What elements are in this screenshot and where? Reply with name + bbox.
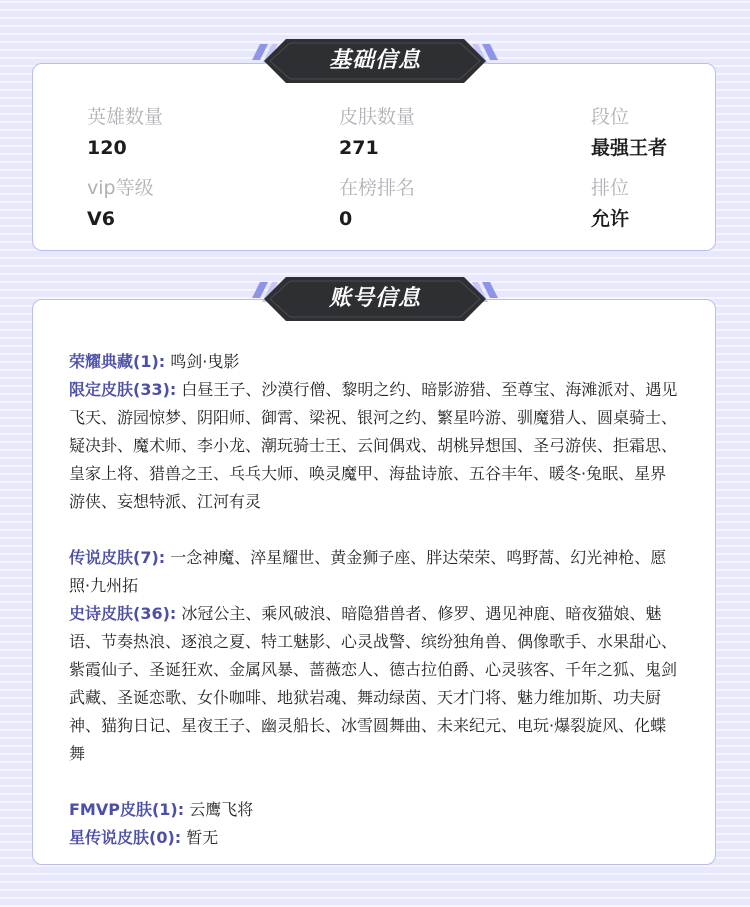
stat-vip-level — [87, 175, 287, 233]
account-info-card — [32, 299, 716, 865]
stat-label: 排位 — [591, 177, 630, 199]
section-text: 一念神魔、淬星耀世、黄金狮子座、胖达荣荣、鸣野蒿、幻光神枪、愿照·九州拓 — [69, 548, 667, 595]
section-label: FMVP皮肤(1): — [69, 800, 185, 819]
account-skin-list — [69, 348, 681, 852]
stat-label: 皮肤数量 — [339, 106, 416, 128]
stat-value: 0 — [339, 208, 353, 230]
section-label: 史诗皮肤(36): — [69, 604, 177, 623]
section-glory-collection — [69, 348, 681, 376]
stat-value: V6 — [87, 208, 115, 230]
section-epic-skins — [69, 600, 681, 768]
stat-label: 英雄数量 — [87, 106, 164, 128]
stat-ranked-allowed — [591, 175, 750, 233]
account-info-title: 账号信息 — [328, 286, 421, 311]
stat-value: 最强王者 — [591, 137, 668, 159]
section-label: 限定皮肤(33): — [69, 380, 177, 399]
stat-rank-tier — [591, 104, 750, 162]
section-text: 云鹰飞将 — [189, 800, 254, 819]
stat-label: vip等级 — [87, 177, 154, 199]
section-legendary-skins — [69, 544, 681, 600]
section-star-legend-skins — [69, 824, 681, 852]
section-label: 传说皮肤(7): — [69, 548, 166, 567]
stat-label: 在榜排名 — [339, 177, 416, 199]
stat-value: 271 — [339, 137, 379, 159]
section-limited-skins — [69, 376, 681, 516]
section-text: 白昼王子、沙漠行僧、黎明之约、暗影游猎、至尊宝、海滩派对、遇见飞天、游园惊梦、阴阳师、御霄、梁祝、银河之约、繁星吟游、驯魔猎人、圆桌骑士、疑决卦、魔术师、李小龙、潮玩骑士王、云间偶戏、胡桃异想国、圣弓游侠、拒霜思、皇家上将、猎兽之王、乓乓大师、唤灵魔甲、海盐诗旅、五谷丰年、暖冬·兔眠、星界游侠、妄想特派、江河有灵 — [69, 380, 678, 511]
section-label: 荣耀典藏(1): — [69, 352, 166, 371]
section-text: 暂无 — [186, 828, 219, 847]
stat-label: 段位 — [591, 106, 630, 128]
stat-skin-count — [339, 104, 539, 162]
basic-info-title: 基础信息 — [328, 48, 421, 73]
section-label: 星传说皮肤(0): — [69, 828, 182, 847]
stat-hero-count — [87, 104, 287, 162]
basic-info-banner — [250, 38, 500, 84]
section-text: 冰冠公主、乘风破浪、暗隐猎兽者、修罗、遇见神鹿、暗夜猫娘、魅语、节奏热浪、逐浪之夏、特工魅影、心灵战警、缤纷独角兽、偶像歌手、水果甜心、紫霞仙子、圣诞狂欢、金属风暴、蔷薇恋人、德古拉伯爵、心灵骇客、千年之狐、鬼剑武藏、圣诞恋歌、女仆咖啡、地狱岩魂、舞动绿茵、天才门将、魅力维加斯、功夫厨神、猫狗日记、星夜王子、幽灵船长、冰雪圆舞曲、未来纪元、电玩·爆裂旋风、化蝶舞 — [69, 604, 678, 763]
account-info-banner — [250, 276, 500, 322]
section-fmvp-skins — [69, 796, 681, 824]
basic-info-card — [32, 63, 716, 251]
section-text: 鸣剑·曳影 — [170, 352, 240, 371]
stat-value: 允许 — [591, 208, 630, 230]
stat-value: 120 — [87, 137, 127, 159]
stat-leaderboard-rank — [339, 175, 539, 233]
